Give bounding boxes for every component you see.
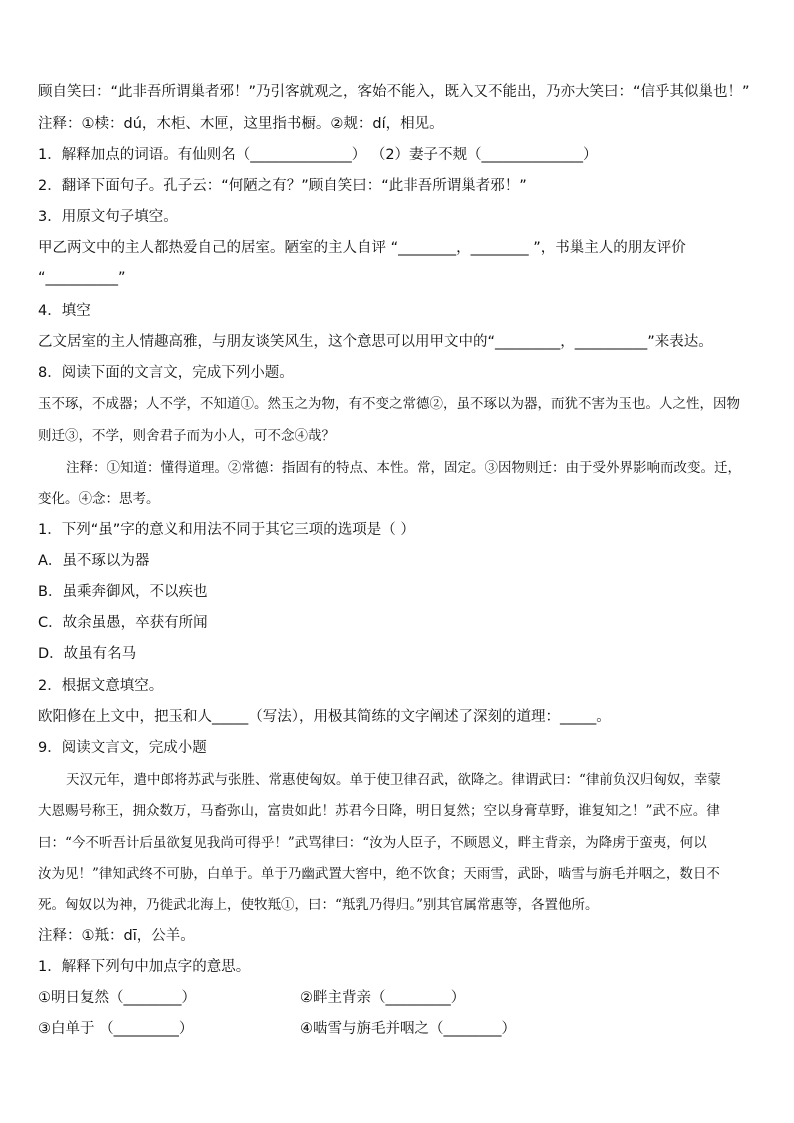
option-a: A．虽不琢以为器 xyxy=(38,553,150,569)
question-line: 1．解释下列句中加点字的意思。 xyxy=(38,959,251,975)
passage-line: 汝为见！”律知武终不可胁，白单于。单于乃幽武置大窖中，绝不饮食；天雨雪，武卧，啮雪与旃毛并咽之，数日不 xyxy=(38,866,720,882)
answer-item: ②畔主背亲（_________） xyxy=(300,990,466,1006)
text-line: 乙文居室的主人情趣高雅，与朋友谈笑风生，这个意思可以用甲文中的“_________，__________”来表达。 xyxy=(38,334,713,350)
question-line: 2．翻译下面句子。孔子云：“何陋之有？”顾自笑曰：“此非吾所谓巢者邪！” xyxy=(38,178,527,194)
option-d: D．故虽有名马 xyxy=(38,646,137,662)
passage-line: 死。匈奴以为神，乃徙武北海上，使牧羝①，曰：“羝乳乃得归。”别其官属常惠等，各置他所。 xyxy=(38,897,599,913)
text-line: 顾自笑曰：“此非吾所谓巢者邪！”乃引客就观之，客始不能入，既入又不能出，乃亦大笑曰：“信乎其似巢也！” xyxy=(38,84,750,100)
note-line: 变化。④念：思考。 xyxy=(38,491,160,507)
option-b: B．虽乘奔御风，不以疾也 xyxy=(38,584,208,600)
section-heading: 9．阅读文言文，完成小题 xyxy=(38,740,207,756)
passage-line: 曰：“今不听吾计后虽欲复见我尚可得乎！”武骂律曰：“汝为人臣子，不顾恩义，畔主背亲，为降虏于蛮夷，何以 xyxy=(38,835,707,851)
question-line: 2．根据文意填空。 xyxy=(38,678,164,694)
answer-row xyxy=(38,988,764,1008)
text-line: 欧阳修在上文中，把玉和人_____（写法），用极其简练的文字阐述了深刻的道理：_____。 xyxy=(38,709,611,725)
text-line: 甲乙两文中的主人都热爱自己的居室。陋室的主人自评 “________，________ ”，书巢主人的朋友评价 xyxy=(38,240,686,256)
option-c: C．故余虽愚，卒获有所闻 xyxy=(38,615,208,631)
answer-item: ④啮雪与旃毛并咽之（________） xyxy=(300,1021,516,1037)
note-line: 注释：①知道：懂得道理。②常德：指固有的特点、本性。常，固定。③因物则迁：由于受外界影响而改变。迁， xyxy=(66,460,741,476)
answer-item: ①明日复然（________） xyxy=(38,990,196,1006)
passage-line: 则迁③，不学，则舍君子而为小人，可不念④哉？ xyxy=(38,428,335,444)
question-line: 1．解释加点的词语。有仙则名（______________） （2）妻子不觌（______________） xyxy=(38,147,598,163)
text-line: 注释：①椟：dú，木柜、木匣，这里指书橱。②觌：dí，相见。 xyxy=(38,116,444,132)
answer-row xyxy=(38,1019,764,1039)
question-line: 1．下列“虽”字的意义和用法不同于其它三项的选项是（ ） xyxy=(38,522,415,538)
question-line: 3．用原文句子填空。 xyxy=(38,209,178,225)
passage-line: 天汉元年，遣中郎将苏武与张胜、常惠使匈奴。单于使卫律召武，欲降之。律谓武曰：“律前负汉归匈奴，幸蒙 xyxy=(66,772,721,788)
note-line: 注释：①羝：dī，公羊。 xyxy=(38,928,195,944)
passage-line: 玉不琢，不成器；人不学，不知道①。然玉之为物，有不变之常德②，虽不琢以为器，而犹不害为玉也。人之性，因物 xyxy=(38,396,740,412)
text-line: “__________” xyxy=(38,270,126,286)
answer-item: ③白单于 （_________） xyxy=(38,1021,194,1037)
section-heading: 8．阅读下面的文言文，完成下列小题。 xyxy=(38,365,294,381)
passage-line: 大恩赐号称王，拥众数万，马畜弥山，富贵如此！苏君今日降，明日复然；空以身膏草野，谁复知之！”武不应。律 xyxy=(38,803,720,819)
question-line: 4．填空 xyxy=(38,303,91,319)
